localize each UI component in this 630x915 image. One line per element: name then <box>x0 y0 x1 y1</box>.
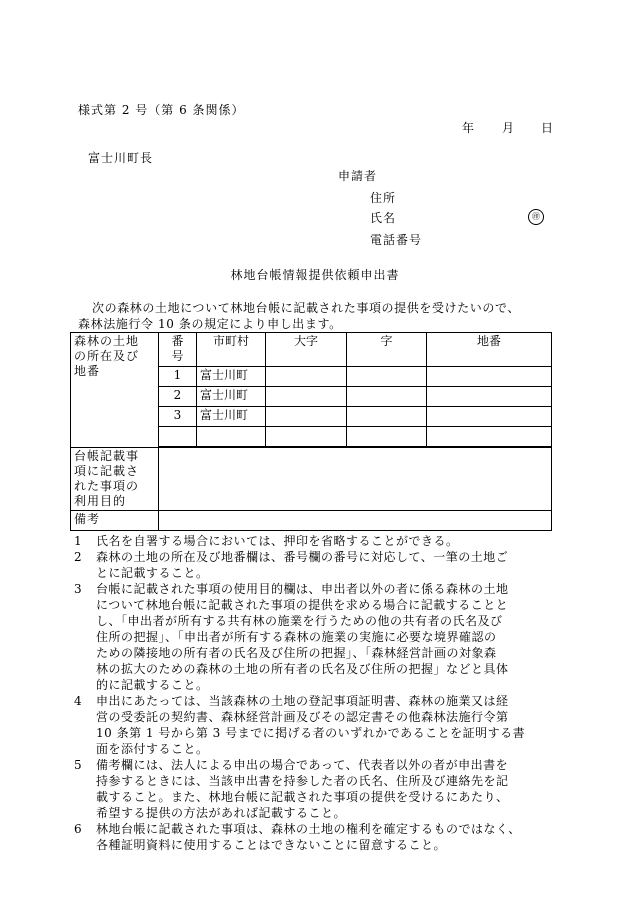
row-aza-input[interactable] <box>347 427 427 447</box>
notes-section <box>74 533 574 853</box>
note-line: 希望する提供の方法があれば記載すること。 <box>96 806 347 820</box>
phone-label: 電話番号 <box>370 233 423 247</box>
note-line: 持参するときには、当該申出書を持参した者の氏名、住所及び連絡先を記 <box>96 774 509 788</box>
header-number <box>159 333 197 367</box>
purpose-label-cell <box>71 448 159 511</box>
note-number: 1 <box>74 534 83 548</box>
header-number-line: 号 <box>171 349 184 363</box>
row-city: 富士川町 <box>197 407 266 427</box>
note-line: 備考欄には、法人による申出の場合であって、代表者以外の者が申出書を <box>96 758 509 772</box>
note-number: 4 <box>74 694 83 708</box>
purpose-label-line: 利用目的 <box>74 494 127 508</box>
note-line: 面を添付すること。 <box>96 742 209 756</box>
note-number: 3 <box>74 582 83 596</box>
note-line: 申出にあたっては、当該森林の土地の登記事項証明書、森林の施業又は経 <box>96 694 509 708</box>
date-month-label: 月 <box>502 121 515 135</box>
intro-paragraph <box>78 300 578 332</box>
row-chiban-input[interactable] <box>427 427 552 447</box>
row-number: 2 <box>159 387 197 407</box>
row-city-input[interactable] <box>197 427 266 447</box>
row-chiban-input[interactable] <box>427 387 552 407</box>
purpose-label-line: 項に記載さ <box>74 464 140 478</box>
applicant-heading: 申請者 <box>338 169 378 183</box>
note-line: 森林の土地の所在及び地番欄は、番号欄の番号に対応して、一筆の土地ご <box>96 550 509 564</box>
note-item <box>74 581 574 693</box>
date-year-label: 年 <box>462 121 475 135</box>
note-item <box>74 549 574 581</box>
note-number: 2 <box>74 550 83 564</box>
addressee: 富士川町長 <box>88 151 154 165</box>
row-number: 1 <box>159 367 197 387</box>
note-line: 10 条第 1 号から第 3 号までに掲げる者のいずれかであることを証明する書 <box>96 726 526 740</box>
note-line: 林地台帳に記載された事項は、森林の土地の権利を確定するものではなく、 <box>96 822 521 836</box>
row-number: 3 <box>159 407 197 427</box>
remarks-input[interactable] <box>159 511 552 531</box>
document-title: 林地台帳情報提供依頼申出書 <box>230 268 400 282</box>
note-line: 台帳に記載された事項の使用目的欄は、申出者以外の者に係る森林の土地 <box>96 582 509 596</box>
note-number: 6 <box>74 822 83 836</box>
remarks-label: 備考 <box>71 511 159 531</box>
request-table <box>70 332 552 531</box>
note-item <box>74 821 574 853</box>
location-label-cell <box>71 333 159 448</box>
note-line: 載すること。また、林地台帳に記載された事項の提供を受けるにあたり、 <box>96 790 509 804</box>
row-chiban-input[interactable] <box>427 407 552 427</box>
note-line: 的に記載すること。 <box>96 678 209 692</box>
note-line: し、「申出者が所有する共有林の施業を行うための他の共有者の氏名及び <box>96 614 503 628</box>
note-line: 林の拡大のための森林の土地の所有者の氏名及び住所の把握」などと具体 <box>96 662 509 676</box>
header-oaza: 大字 <box>266 333 347 367</box>
seal-mark: ㊞ <box>528 209 544 225</box>
location-label-line: 地番 <box>74 364 101 378</box>
purpose-input[interactable] <box>159 448 552 511</box>
header-chiban: 地番 <box>427 333 552 367</box>
date-day-label: 日 <box>541 121 554 135</box>
note-item <box>74 533 574 549</box>
row-aza-input[interactable] <box>347 407 427 427</box>
purpose-label-line: 台帳記載事 <box>74 449 140 463</box>
header-aza: 字 <box>347 333 427 367</box>
note-number: 5 <box>74 758 83 772</box>
intro-line: 次の森林の土地について林地台帳に記載された事項の提供を受けたいので、 <box>92 301 520 315</box>
note-line: 各種証明資料に使用することはできないことに留意すること。 <box>96 838 447 852</box>
row-city: 富士川町 <box>197 387 266 407</box>
row-oaza-input[interactable] <box>266 427 347 447</box>
purpose-label-line: れた事項の <box>74 479 140 493</box>
row-oaza-input[interactable] <box>266 407 347 427</box>
row-aza-input[interactable] <box>347 387 427 407</box>
note-item <box>74 693 574 757</box>
header-city: 市町村 <box>197 333 266 367</box>
header-number-line: 番 <box>171 334 184 348</box>
note-line: について林地台帳に記載された事項の提供を求める場合に記載することと <box>96 598 509 612</box>
form-number: 様式第 2 号（第 6 条関係） <box>78 103 245 117</box>
note-line: 住所の把握」、「申出者が所有する森林の施業の実施に必要な境界確認の <box>96 630 497 644</box>
row-chiban-input[interactable] <box>427 367 552 387</box>
address-label: 住所 <box>370 191 397 205</box>
row-aza-input[interactable] <box>347 367 427 387</box>
intro-line: 森林法施行令 10 条の規定により申し出ます。 <box>78 317 342 331</box>
note-line: ための隣接地の所有者の氏名及び住所の把握」、「森林経営計画の対象森 <box>96 646 497 660</box>
row-oaza-input[interactable] <box>266 367 347 387</box>
note-item <box>74 757 574 821</box>
name-label: 氏名 <box>370 211 397 225</box>
location-label-line: の所在及び <box>74 349 140 363</box>
location-label-line: 森林の土地 <box>74 334 140 348</box>
row-number-input[interactable] <box>159 427 197 447</box>
row-city: 富士川町 <box>197 367 266 387</box>
note-line: 営の受委託の契約書、森林経営計画及びその認定書その他森林法施行令第 <box>96 710 509 724</box>
note-line: 氏名を自署する場合においては、押印を省略することができる。 <box>96 534 459 548</box>
note-line: とに記載すること。 <box>96 566 209 580</box>
row-oaza-input[interactable] <box>266 387 347 407</box>
